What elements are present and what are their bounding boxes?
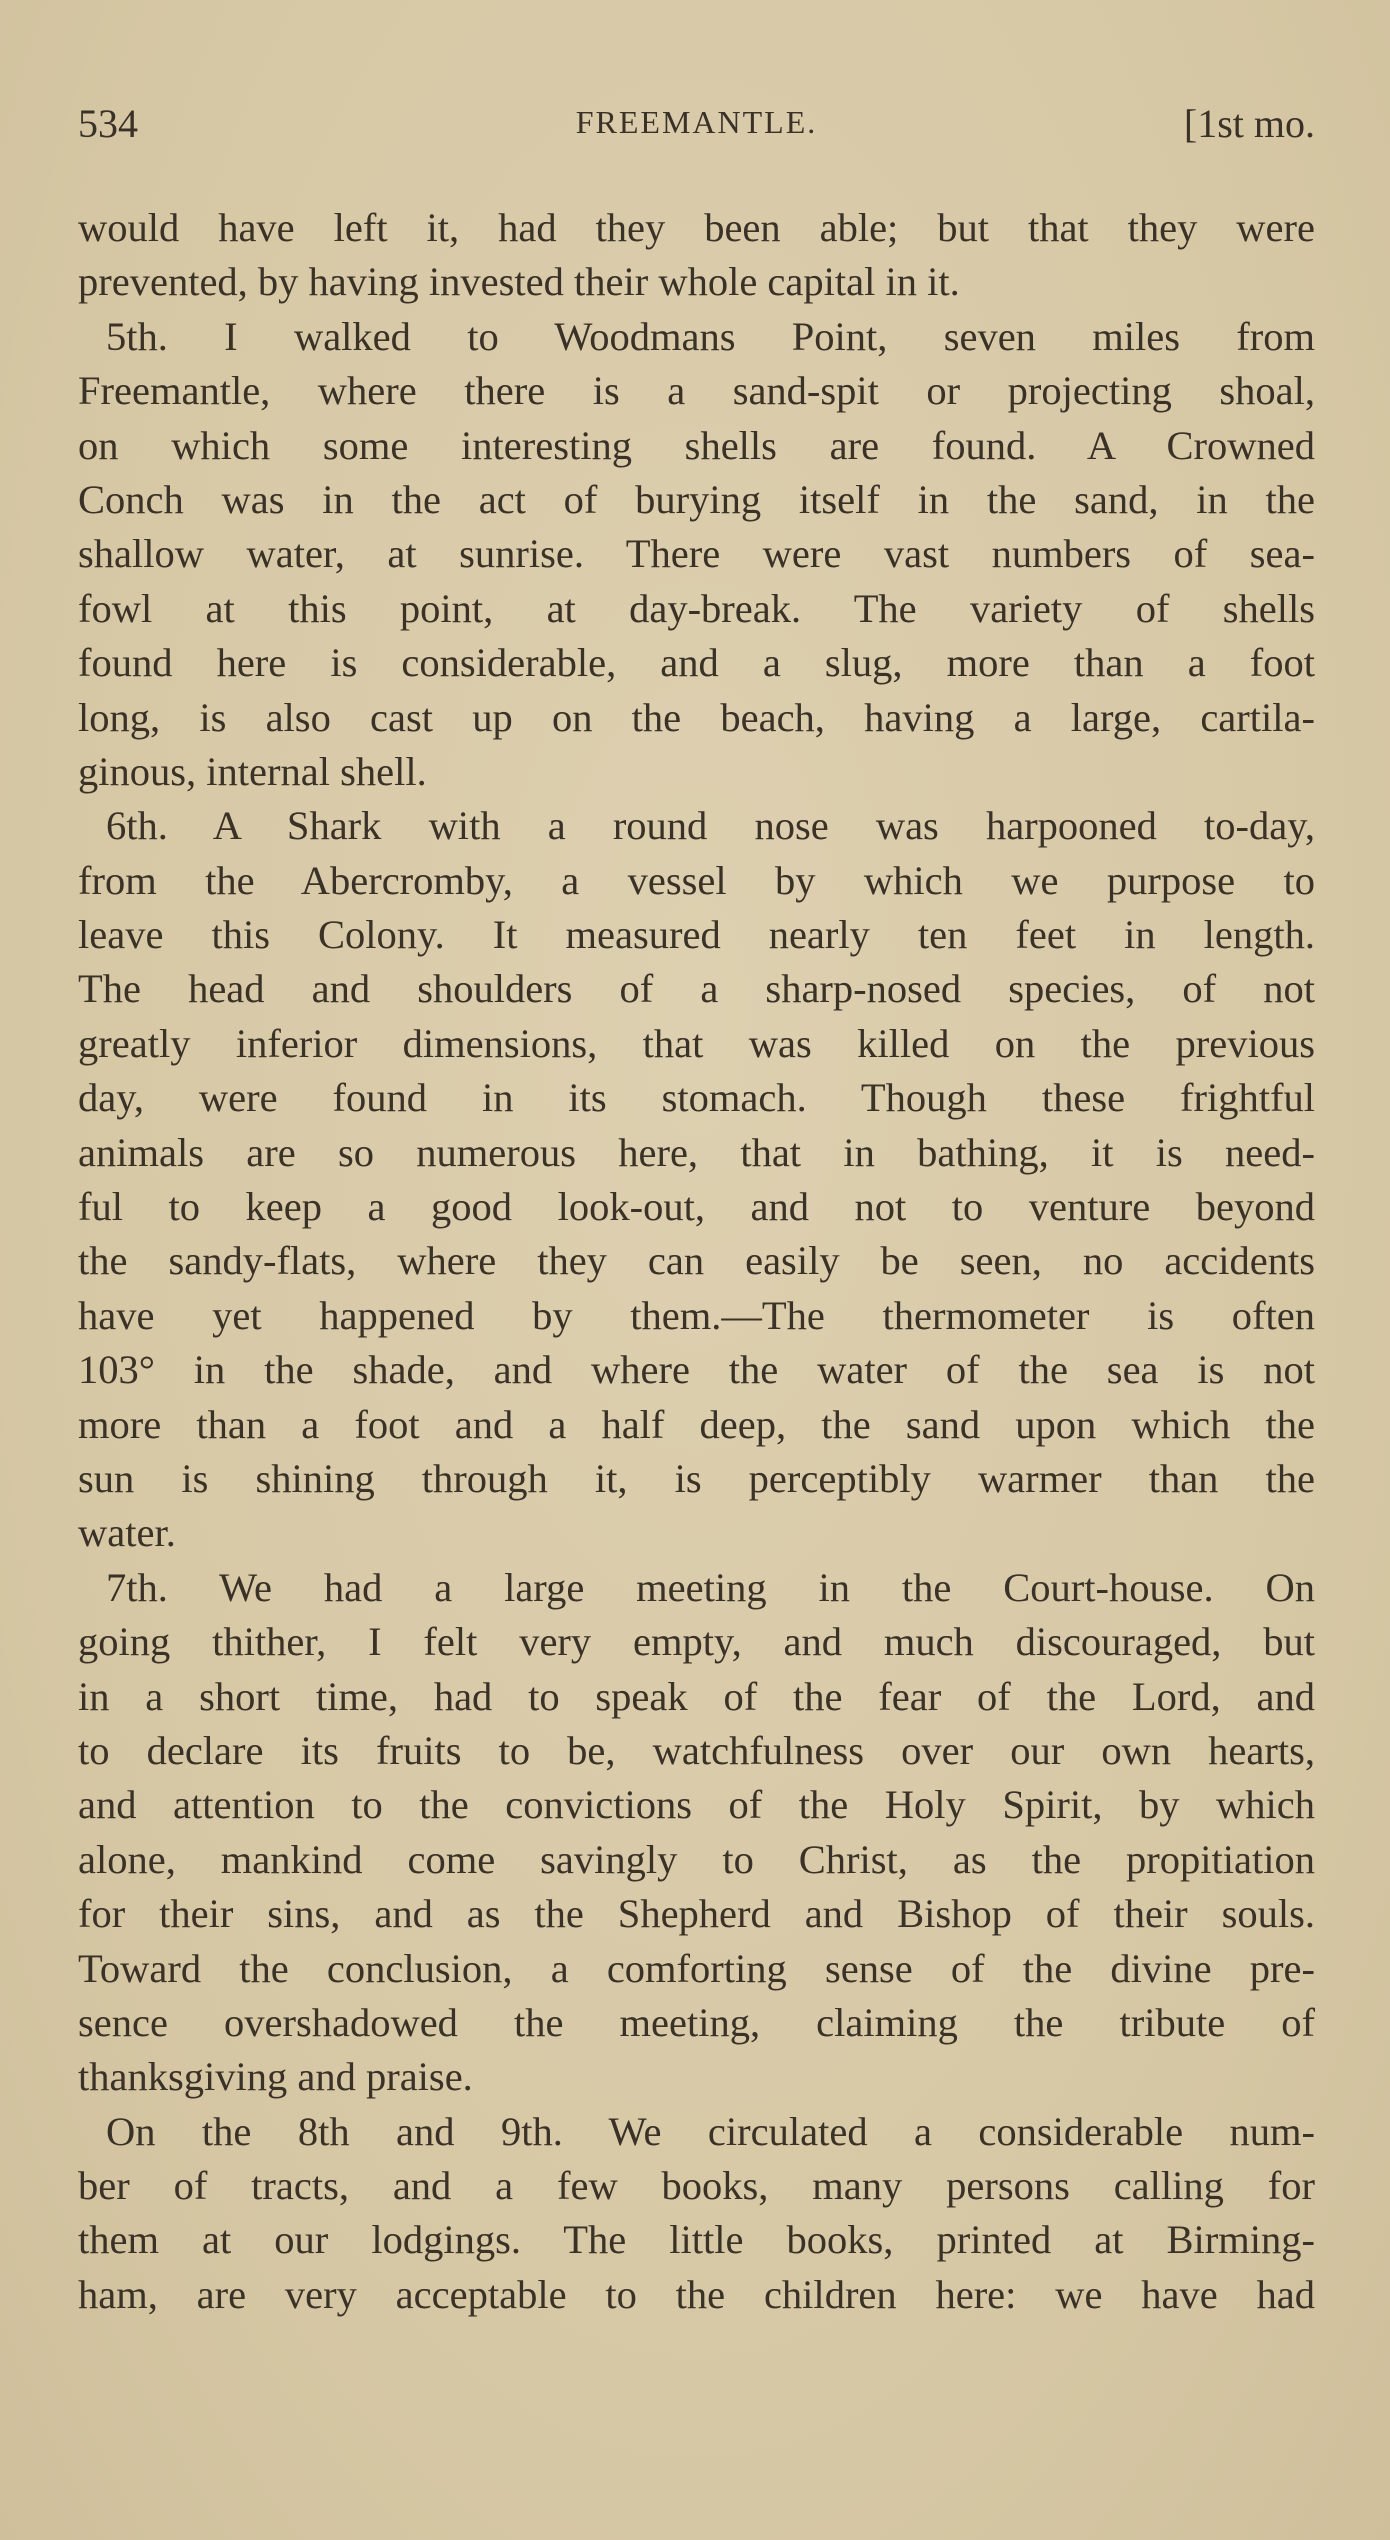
text-line: long, is also cast up on the beach, having a large, cartila- xyxy=(78,694,1315,740)
text-line: thanksgiving and praise. xyxy=(78,2054,473,2100)
text-line: The head and shoulders of a sharp-nosed species, of not xyxy=(78,966,1315,1012)
text-line: the sandy-flats, where they can easily be seen, no accidents xyxy=(78,1238,1315,1284)
text-line: more than a foot and a half deep, the sand upon which the xyxy=(78,1401,1315,1447)
text-line: ginous, internal shell. xyxy=(78,748,427,794)
text-line: Toward the conclusion, a comforting sense of the divine pre- xyxy=(78,1945,1315,1991)
text-line: alone, mankind come savingly to Christ, as the propitiation xyxy=(78,1836,1315,1882)
month-marker: [1st mo. xyxy=(1183,101,1315,146)
text-line: prevented, by having invested their whole capital in it. xyxy=(78,259,960,305)
body-text xyxy=(78,201,1315,2322)
text-line: and attention to the convictions of the Holy Spirit, by which xyxy=(78,1782,1315,1828)
text-line: animals are so numerous here, that in bathing, it is need- xyxy=(78,1129,1315,1175)
text-line: day, were found in its stomach. Though these frightful xyxy=(78,1075,1315,1121)
text-line: Freemantle, where there is a sand-spit or projecting shoal, xyxy=(78,368,1315,414)
text-line: them at our lodgings. The little books, printed at Birming- xyxy=(78,2217,1315,2263)
text-line: to declare its fruits to be, watchfulness over our own hearts, xyxy=(78,1727,1315,1773)
text-line: sence overshadowed the meeting, claiming the tribute of xyxy=(78,1999,1315,2045)
text-line: Conch was in the act of burying itself in the sand, in the xyxy=(78,476,1315,522)
text-line: ber of tracts, and a few books, many persons calling for xyxy=(78,2163,1315,2209)
page-number: 534 xyxy=(78,101,138,146)
text-line: found here is considerable, and a slug, more than a foot xyxy=(78,640,1315,686)
text-line: water. xyxy=(78,1510,176,1556)
text-line: ham, are very acceptable to the children here: we have had xyxy=(78,2271,1315,2317)
text-line: greatly inferior dimensions, that was killed on the previous xyxy=(78,1020,1315,1066)
text-line: 6th. A Shark with a round nose was harpooned to-day, xyxy=(106,803,1315,849)
running-header xyxy=(78,100,1315,156)
text-line: shallow water, at sunrise. There were vast numbers of sea- xyxy=(78,531,1315,577)
text-line: from the Abercromby, a vessel by which we purpose to xyxy=(78,857,1315,903)
text-line: in a short time, had to speak of the fear of the Lord, and xyxy=(78,1673,1315,1719)
text-line: for their sins, and as the Shepherd and Bishop of their souls. xyxy=(78,1891,1315,1937)
text-line: on which some interesting shells are found. A Crowned xyxy=(78,422,1315,468)
running-title: FREEMANTLE. xyxy=(575,104,818,140)
text-line: fowl at this point, at day-break. The variety of shells xyxy=(78,585,1315,631)
text-line: going thither, I felt very empty, and much discouraged, but xyxy=(78,1619,1315,1665)
text-line: sun is shining through it, is perceptibly warmer than the xyxy=(78,1455,1315,1501)
text-line: leave this Colony. It measured nearly ten feet in length. xyxy=(78,912,1315,958)
text-line: On the 8th and 9th. We circulated a considerable num- xyxy=(106,2108,1315,2154)
text-line: ful to keep a good look-out, and not to venture beyond xyxy=(78,1184,1315,1230)
text-line: have yet happened by them.—The thermometer is often xyxy=(78,1292,1315,1338)
text-line: 7th. We had a large meeting in the Court-house. On xyxy=(106,1564,1315,1610)
text-line: 103° in the shade, and where the water of the sea is not xyxy=(78,1347,1315,1393)
text-line: 5th. I walked to Woodmans Point, seven miles from xyxy=(106,313,1315,359)
text-line: would have left it, had they been able; but that they were xyxy=(78,205,1315,250)
